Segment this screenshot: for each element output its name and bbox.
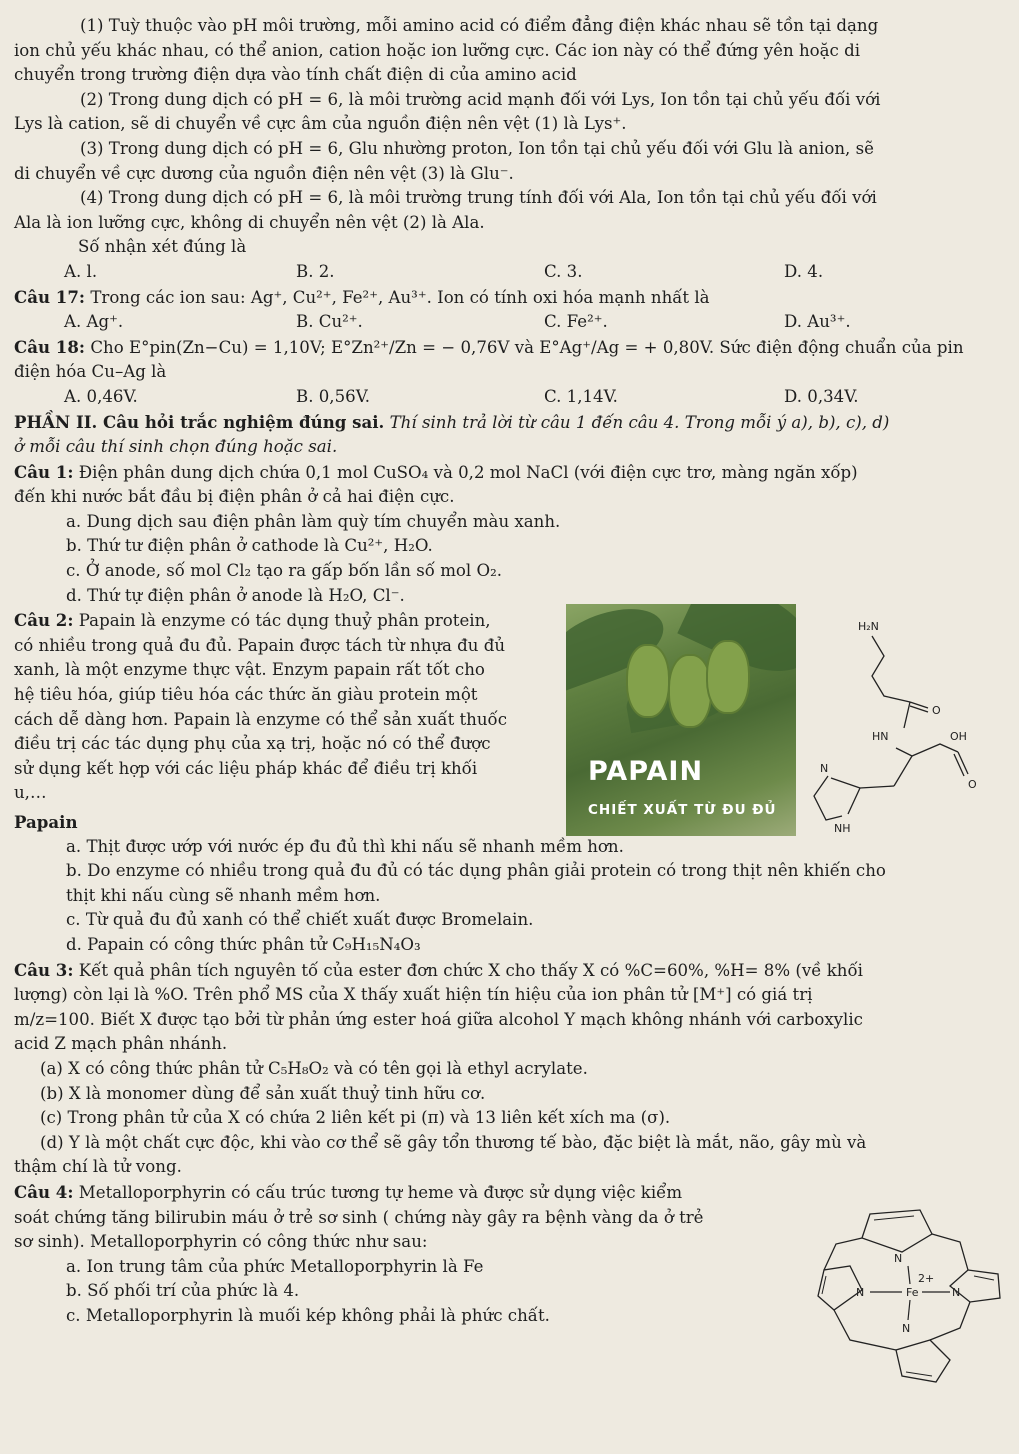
c3 (14, 958, 1005, 984)
c2-item-b-cont: thịt khi nấu cùng sẽ nhanh mềm hơn. (66, 885, 381, 905)
q18-option-a[interactable]: A. 0,46V. (64, 386, 138, 406)
q17 (14, 285, 1005, 311)
question-prompt: Số nhận xét đúng là (78, 237, 247, 257)
c3-item-d: (d) Y là một chất cực độc, khi vào cơ thể sẽ gây tổn thương tế bào, đặc biệt là mắt, não, gây mù và (40, 1132, 867, 1152)
q16-option-b[interactable]: B. 2. (296, 261, 335, 281)
c2-label: Câu 2: (14, 610, 74, 631)
c2-item-c: c. Từ quả đu đủ xanh có thể chiết xuất được Bromelain. (66, 910, 534, 930)
q18-label: Câu 18: (14, 336, 86, 357)
porph-label-n-right: N (952, 1286, 961, 1299)
porph-label-fe: Fe (906, 1286, 919, 1299)
c2-text-1: Papain là enzyme có tác dụng thuỷ phân protein, (78, 611, 491, 631)
c3-item-d-cont: thậm chí là tử vong. (14, 1157, 182, 1177)
c4-line-3: sơ sinh). Metalloporphyrin có công thức như sau: (14, 1232, 428, 1252)
c1-item-c: c. Ở anode, số mol Cl₂ tạo ra gấp bốn lần số mol O₂. (66, 561, 503, 581)
q17-options (14, 310, 1005, 335)
part2-instruction: Thí sinh trả lời từ câu 1 đến câu 4. Trong mỗi ý a), b), c), d) (389, 412, 890, 432)
q16-option-c[interactable]: C. 3. (544, 261, 583, 281)
q16-option-d[interactable]: D. 4. (784, 261, 824, 281)
c4-line-2: soát chứng tăng bilirubin máu ở trẻ sơ sinh ( chứng này gây ra bệnh vàng da ở trẻ (14, 1207, 704, 1227)
q17-option-b[interactable]: B. Cu²⁺. (296, 312, 363, 332)
porph-label-charge: 2+ (918, 1272, 935, 1285)
q17-option-d[interactable]: D. Au³⁺. (784, 312, 851, 332)
c4-intro (14, 1180, 804, 1329)
q18-option-b[interactable]: B. 0,56V. (296, 386, 371, 406)
statement-1-cont2: chuyển trong trường điện dựa vào tính chất điện di của amino acid (14, 65, 577, 85)
c1-item-a: a. Dung dịch sau điện phân làm quỳ tím chuyển màu xanh. (66, 511, 561, 531)
porph-label-n-top: N (894, 1252, 903, 1265)
q18-cont: điện hóa Cu–Ag là (14, 362, 167, 382)
statement-1-cont: ion chủ yếu khác nhau, có thể anion, cation hoặc ion lưỡng cực. Các ion này có thể đứng yên hoặc di (14, 40, 861, 60)
struct-label-hn: HN (872, 730, 889, 743)
c4-label: Câu 4: (14, 1181, 74, 1202)
part2-title: PHẦN II. Câu hỏi trắc nghiệm đúng sai. (14, 411, 385, 432)
q18-option-c[interactable]: C. 1,14V. (544, 386, 618, 406)
q16-option-a[interactable]: A. l. (64, 261, 98, 281)
q18-options (14, 385, 1005, 410)
c3-item-b: (b) X là monomer dùng để sản xuất thuỷ tinh hữu cơ. (40, 1083, 486, 1103)
q17-label: Câu 17: (14, 286, 86, 307)
struct-label-o2: O (968, 778, 977, 791)
papain-image-subtitle: CHIẾT XUẤT TỪ ĐU ĐỦ (588, 802, 777, 818)
q18 (14, 335, 1005, 361)
struct-label-nh: NH (834, 822, 851, 835)
metalloporphyrin-structure (810, 1200, 1010, 1400)
c2-line-3: xanh, là một enzyme thực vật. Enzym papain rất tốt cho (14, 660, 485, 680)
struct-label-n: N (820, 762, 829, 775)
c2-line-4: hệ tiêu hóa, giúp tiêu hóa các thức ăn giàu protein một (14, 685, 478, 705)
statement-2-cont: Lys là cation, sẽ di chuyển về cực âm của nguồn điện nên vệt (1) là Lys⁺. (14, 114, 627, 134)
c3-item-a: (a) X có công thức phân tử C₅H₈O₂ và có tên gọi là ethyl acrylate. (40, 1058, 588, 1078)
c2-line-2: có nhiều trong quả đu đủ. Papain được tách từ nhựa đu đủ (14, 635, 506, 655)
part2-instruction-cont: ở mỗi câu thí sinh chọn đúng hoặc sai. (14, 437, 338, 457)
porph-label-n-left: N (856, 1286, 865, 1299)
c4-item-a: a. Ion trung tâm của phức Metalloporphyrin là Fe (66, 1256, 484, 1276)
c2-intro (14, 608, 569, 834)
q17-text: Trong các ion sau: Ag⁺, Cu²⁺, Fe²⁺, Au³⁺. Ion có tính oxi hóa mạnh nhất là (90, 287, 710, 307)
c4-item-b: b. Số phối trí của phức là 4. (66, 1281, 300, 1301)
q18-option-d[interactable]: D. 0,34V. (784, 386, 859, 406)
struct-label-h2n: H₂N (858, 620, 879, 633)
statement-2: (2) Trong dung dịch có pH = 6, là môi trường acid mạnh đối với Lys, Ion tồn tại chủ yếu đối với (80, 89, 881, 109)
statement-3-cont: di chuyển về cực dương của nguồn điện nên vệt (3) là Glu⁻. (14, 163, 514, 183)
papain-structure (800, 610, 990, 840)
c2-item-b: b. Do enzyme có nhiều trong quả đu đủ có tác dụng phân giải protein có trong thịt nên khiến cho (66, 861, 886, 881)
c3-text-1: Kết quả phân tích nguyên tố của ester đơn chức X cho thấy X có %C=60%, %H= 8% (về khối (78, 960, 863, 980)
c1-label: Câu 1: (14, 461, 74, 482)
c1-cont: đến khi nước bắt đầu bị điện phân ở cả hai điện cực. (14, 487, 455, 507)
c3-line-3: m/z=100. Biết X được tạo bởi từ phản ứng ester hoá giữa alcohol Y mạch không nhánh với carboxylic (14, 1009, 863, 1029)
c2-line-6: điều trị các tác dụng phụ của xạ trị, hoặc nó có thể được (14, 734, 491, 754)
statement-3: (3) Trong dung dịch có pH = 6, Glu nhường proton, Ion tồn tại chủ yếu đối với Glu là anion, sẽ (80, 138, 874, 158)
q17-option-c[interactable]: C. Fe²⁺. (544, 312, 608, 332)
c2-line-7: sử dụng kết hợp với các liệu pháp khác để điều trị khối (14, 758, 478, 778)
c1-item-d: d. Thứ tự điện phân ở anode là H₂O, Cl⁻. (66, 585, 405, 605)
c2-item-a: a. Thịt được ướp với nước ép đu đủ thì khi nấu sẽ nhanh mềm hơn. (66, 836, 624, 856)
c2-line-1 (14, 608, 569, 634)
papaya-photo (566, 604, 796, 836)
q16-options (14, 260, 1005, 285)
c4-line-1 (14, 1180, 804, 1206)
c2-item-d: d. Papain có công thức phân tử C₉H₁₅N₄O₃ (66, 934, 421, 954)
c4-item-c: c. Metalloporphyrin là muối kép không phải là phức chất. (66, 1305, 550, 1325)
c3-line-4: acid Z mạch phân nhánh. (14, 1034, 228, 1054)
c3-item-c: (c) Trong phân tử của X có chứa 2 liên kết pi (π) và 13 liên kết xích ma (σ). (40, 1108, 671, 1128)
struct-label-o1: O (932, 704, 941, 717)
c1-text: Điện phân dung dịch chứa 0,1 mol CuSO₄ và 0,2 mol NaCl (với điện cực trơ, màng ngăn xốp) (78, 462, 858, 482)
c2-line-8: u,… (14, 783, 47, 803)
statement-4-cont: Ala là ion lưỡng cực, không di chuyển nên vệt (2) là Ala. (14, 212, 485, 232)
c3-line-2: lượng) còn lại là %O. Trên phổ MS của X thấy xuất hiện tín hiệu của ion phân tử [M⁺] có giá trị (14, 985, 813, 1005)
porph-label-n-bottom: N (902, 1322, 911, 1335)
q18-text: Cho E°pin(Zn−Cu) = 1,10V; E°Zn²⁺/Zn = − 0,76V và E°Ag⁺/Ag = + 0,80V. Sức điện động chuẩn của pin (90, 337, 964, 357)
c1-item-b: b. Thứ tư điện phân ở cathode là Cu²⁺, H₂O. (66, 536, 433, 556)
struct-label-oh: OH (950, 730, 967, 743)
c1 (14, 460, 1005, 486)
part2-heading (14, 410, 1005, 436)
papain-caption: Papain (14, 812, 78, 832)
statement-1: (1) Tuỳ thuộc vào pH môi trường, mỗi amino acid có điểm đẳng điện khác nhau sẽ tồn tại dạng (80, 16, 879, 35)
c4-text-1: Metalloporphyrin có cấu trúc tương tự heme và được sử dụng việc kiểm (78, 1182, 683, 1202)
q17-option-a[interactable]: A. Ag⁺. (64, 312, 124, 332)
c2-line-5: cách dễ dàng hơn. Papain là enzyme có thể sản xuất thuốc (14, 709, 507, 729)
c3-label: Câu 3: (14, 959, 74, 980)
statement-4: (4) Trong dung dịch có pH = 6, là môi trường trung tính đối với Ala, Ion tồn tại chủ yếu đối với (80, 188, 877, 208)
papain-image-title: PAPAIN (588, 756, 704, 787)
